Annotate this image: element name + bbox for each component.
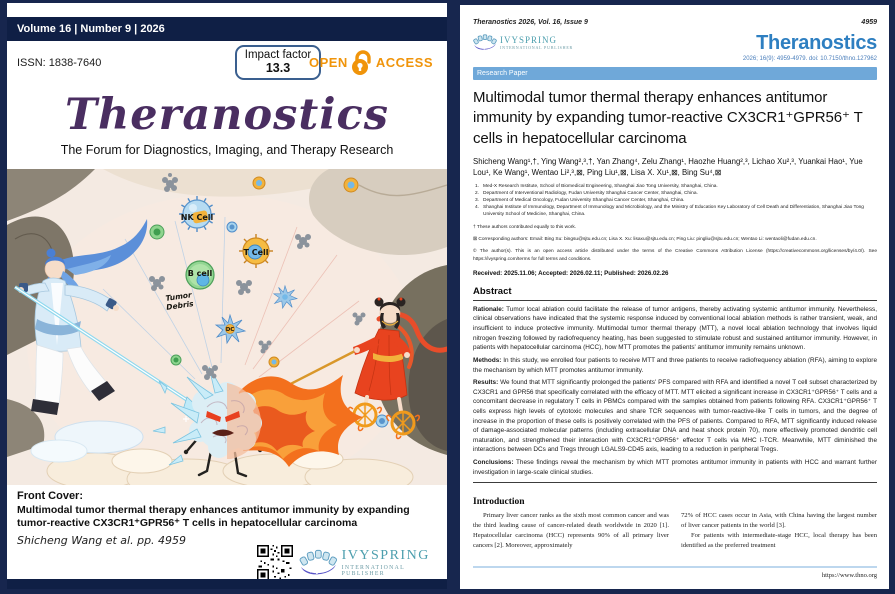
publisher-logo	[299, 547, 447, 577]
journal-url-link[interactable]: https://www.thno.org	[821, 572, 877, 579]
publisher-name: IVYSPRING	[341, 547, 430, 563]
impact-factor-label: Impact factor	[244, 49, 312, 61]
affiliation-item: 2. Department of Interventional Radiology, Fudan University Shanghai Cancer Center, Shanghai, China.	[475, 191, 698, 197]
dc-cell-label: DC	[225, 327, 235, 333]
impact-factor-value: 13.3	[265, 61, 291, 75]
front-cover-label: Front Cover:	[17, 490, 83, 502]
abstract-methods: Methods: In this study, we enrolled four patients to receive MTT and three patients to receive radiofrequency ablation (RFA), aiming to explore the mechanism by which MTT promotes antitumor immunity.	[473, 356, 877, 374]
introduction-columns	[473, 511, 877, 551]
footer-divider	[473, 566, 877, 568]
cover-bottom-band	[7, 579, 447, 589]
abstract-results: Results: We found that MTT significantly prolonged the patients' PFS compared with RFA and identified a novel T cell subset characterized by CX3CR1 and GPR56 that specifically correlated with the efficacy of MTT. MTT elicited a significant increase in CX3CR1⁺GPR56⁺ T cells and a concomitant decrease in regulatory T cells in PBMCs compared with the samples obtained from patients following RFA. CX3CR1⁺GPR56⁺ T cells express high levels of cytotoxic molecules and share TCR sequences with tumor-reactive-like T cells in tumors, and the degree of increase in the proportion of these cells is positively correlated with the PFS of patients. Compared to RFA, MTT significantly induced release of damage-associated molecular patterns (including extracellular DNA and heat shock protein 70), more effectively promoted dendritic cell maturation, and strengthened their interaction with CX3CR1⁺GPR56⁺ effector T cells via MHC I-TCR. Meanwhile, MTT diminished the interactions between DCs and Tregs through LGALS9-CD45 axis, leading to a reduction in peripheral Tregs.	[473, 379, 877, 454]
author-list: Shicheng Wang¹,†, Ying Wang²,³,†, Yan Zhang⁴, Zelu Zhang¹, Haozhe Huang²,³, Lichao Xu²,³, Yuankai Hao¹, Yue Lou¹, Ke Wang¹, Wentao Li²,³,⊠, Ping Liu¹,⊠, Lisa X. Xu¹,⊠, Bing Su⁴,⊠	[473, 156, 863, 178]
introduction-heading: Introduction	[473, 497, 525, 508]
gold-cell	[269, 357, 279, 367]
affiliation-list	[473, 184, 877, 219]
ivyspring-crown-icon	[299, 547, 338, 577]
introduction-paragraph: 72% of HCC cases occur in Asia, with China having the largest number of liver cancer patients in the world [3].	[681, 512, 877, 530]
svg-text:Ivys: Ivys	[479, 45, 490, 51]
running-header-page-number: 4959	[861, 19, 877, 26]
cover-illustration-svg	[7, 169, 447, 485]
article-type-banner: Research Paper	[473, 67, 877, 80]
publisher-subtitle: INTERNATIONAL PUBLISHER	[341, 564, 405, 577]
journal-cover-page	[7, 3, 447, 589]
t-cell-label: T Cell	[243, 248, 269, 257]
affiliation-item: 1. Med-X Research Institute, School of Biomedical Engineering, Shanghai Jiao Tong University, Shanghai, China.	[475, 184, 718, 190]
cover-illustration	[7, 169, 447, 485]
journal-name: Theranostics	[756, 32, 877, 54]
license-note: © The author(s). This is an open access article distributed under the terms of the Creative Commons Attribution License (https://creativecommons.org/licenses/by/4.0/). See https://ivyspring.com/terms for full terms and conditions.	[473, 249, 877, 262]
front-cover-authors: Shicheng Wang et al. pp. 4959	[17, 534, 187, 548]
svg-text:Ivys: Ivys	[309, 565, 325, 575]
volume-band: Volume 16 | Number 9 | 2026	[7, 17, 447, 41]
article-first-page	[460, 5, 889, 589]
green-cell	[171, 355, 181, 365]
running-header	[473, 19, 877, 26]
introduction-paragraph: For patients with intermediate-stage HCC, local therapy has been identified as the preferred treatment	[681, 532, 877, 549]
b-cell-label: B cell	[187, 269, 213, 278]
publisher-subtitle: INTERNATIONAL PUBLISHER	[500, 44, 574, 50]
front-cover-title: Multimodal tumor thermal therapy enhances antitumor immunity by expanding tumor-reactive CX3CR1⁺GPR56⁺ T cells in hepatocellular carcinoma	[17, 504, 410, 530]
t-cell	[239, 234, 273, 268]
journal-tagline: The Forum for Diagnostics, Imaging, and Therapy Research	[60, 143, 394, 158]
blue-cell	[227, 222, 237, 232]
page-footer	[473, 566, 877, 579]
corresponding-authors-note: ⊠ Corresponding authors: Email: Bing Su: bingsu@sjtu.edu.cn; Lisa X. Xu: lisaxu@sjtu.edu.cn; Ping Liu: pingliu@sjtu.edu.cn; Wentao Li: wentaoli@fudan.edu.cn.	[473, 237, 817, 243]
equal-contribution-note: † These authors contributed equally to this work.	[473, 225, 577, 231]
cover-header	[7, 41, 447, 91]
introduction-paragraph: Primary liver cancer ranks as the sixth most common cancer and was the third leading cause of cancer-related death worldwide in 2020 [1]. Hepatocellular carcinoma (HCC) represents 90% of all primary liver cancers [2]. Moreover, approximately	[473, 512, 669, 549]
publisher-name: IVYSPRING	[500, 34, 558, 45]
abstract-body	[473, 305, 877, 483]
open-access-access-label: ACCESS	[375, 55, 433, 70]
svg-text:Debris: Debris	[165, 299, 195, 312]
gold-cell	[253, 177, 265, 189]
open-access-logo	[309, 49, 433, 76]
article-dates: Received: 2025.11.06; Accepted: 2026.02.11; Published: 2026.02.26	[473, 269, 669, 277]
abstract-rationale: Rationale: Tumor local ablation could facilitate the release of tumor antigens, thereby activating systemic antitumor immunity. Nevertheless, clinical observations have indicated that the systemic response induced by conventional local ablation methods is rather transient, weak, and insufficient to induce protective immunity. Multimodal tumor thermal therapy (MTT), a novel local ablation technology that involves liquid nitrogen freezing followed by radiofrequency heating, has been suggested to stimulate robust and sustained antitumor immunity. However, in patients with hepatocellular carcinoma (HCC), how MTT promotes the patients' antitumor immunity remains unknown.	[473, 305, 877, 352]
gold-cell	[344, 178, 358, 192]
open-lock-icon	[351, 49, 373, 76]
citation-doi: 2026; 16(9): 4959-4979. doi: 10.7150/thno.127962	[742, 56, 877, 62]
svg-text:Tumor: Tumor	[165, 290, 193, 303]
qr-code	[257, 545, 293, 581]
abstract-conclusions: Conclusions: These findings reveal the mechanism by which MTT promotes antitumor immunity in patients with HCC and warrant further investigation in large-scale clinical studies.	[473, 459, 877, 476]
green-cell	[150, 225, 164, 239]
article-title: Multimodal tumor thermal therapy enhances antitumor immunity by expanding tumor-reactive CX3CR1⁺GPR56⁺ T cells in hepatocellular carcinoma	[473, 89, 863, 147]
issn-text: ISSN: 1838-7640	[17, 57, 102, 69]
open-access-open-label: OPEN	[308, 55, 348, 70]
abstract-heading: Abstract	[473, 286, 877, 301]
ivyspring-crown-icon	[473, 33, 497, 51]
publisher-logo	[473, 33, 573, 51]
affiliation-item: 3. Department of Medical Oncology, Fudan University Shanghai Cancer Center, Shanghai, China.	[475, 198, 685, 204]
b-cell	[186, 261, 214, 289]
affiliation-item: 4. Shanghai Institute of Immunology, Department of Immunology and Microbiology, and the Ministry of Education Key Laboratory of Cell Death and Differentiation, Shanghai Jiao Tong University School of Medicine, Shanghai, China.	[475, 205, 864, 218]
nk-cell-label: NK Cell	[180, 213, 214, 222]
article-masthead	[473, 33, 877, 62]
journal-wordmark: Theranostics	[65, 90, 389, 140]
cover-footer	[7, 485, 447, 579]
running-header-journal-ref: Theranostics 2026, Vol. 16, Issue 9	[473, 19, 588, 26]
